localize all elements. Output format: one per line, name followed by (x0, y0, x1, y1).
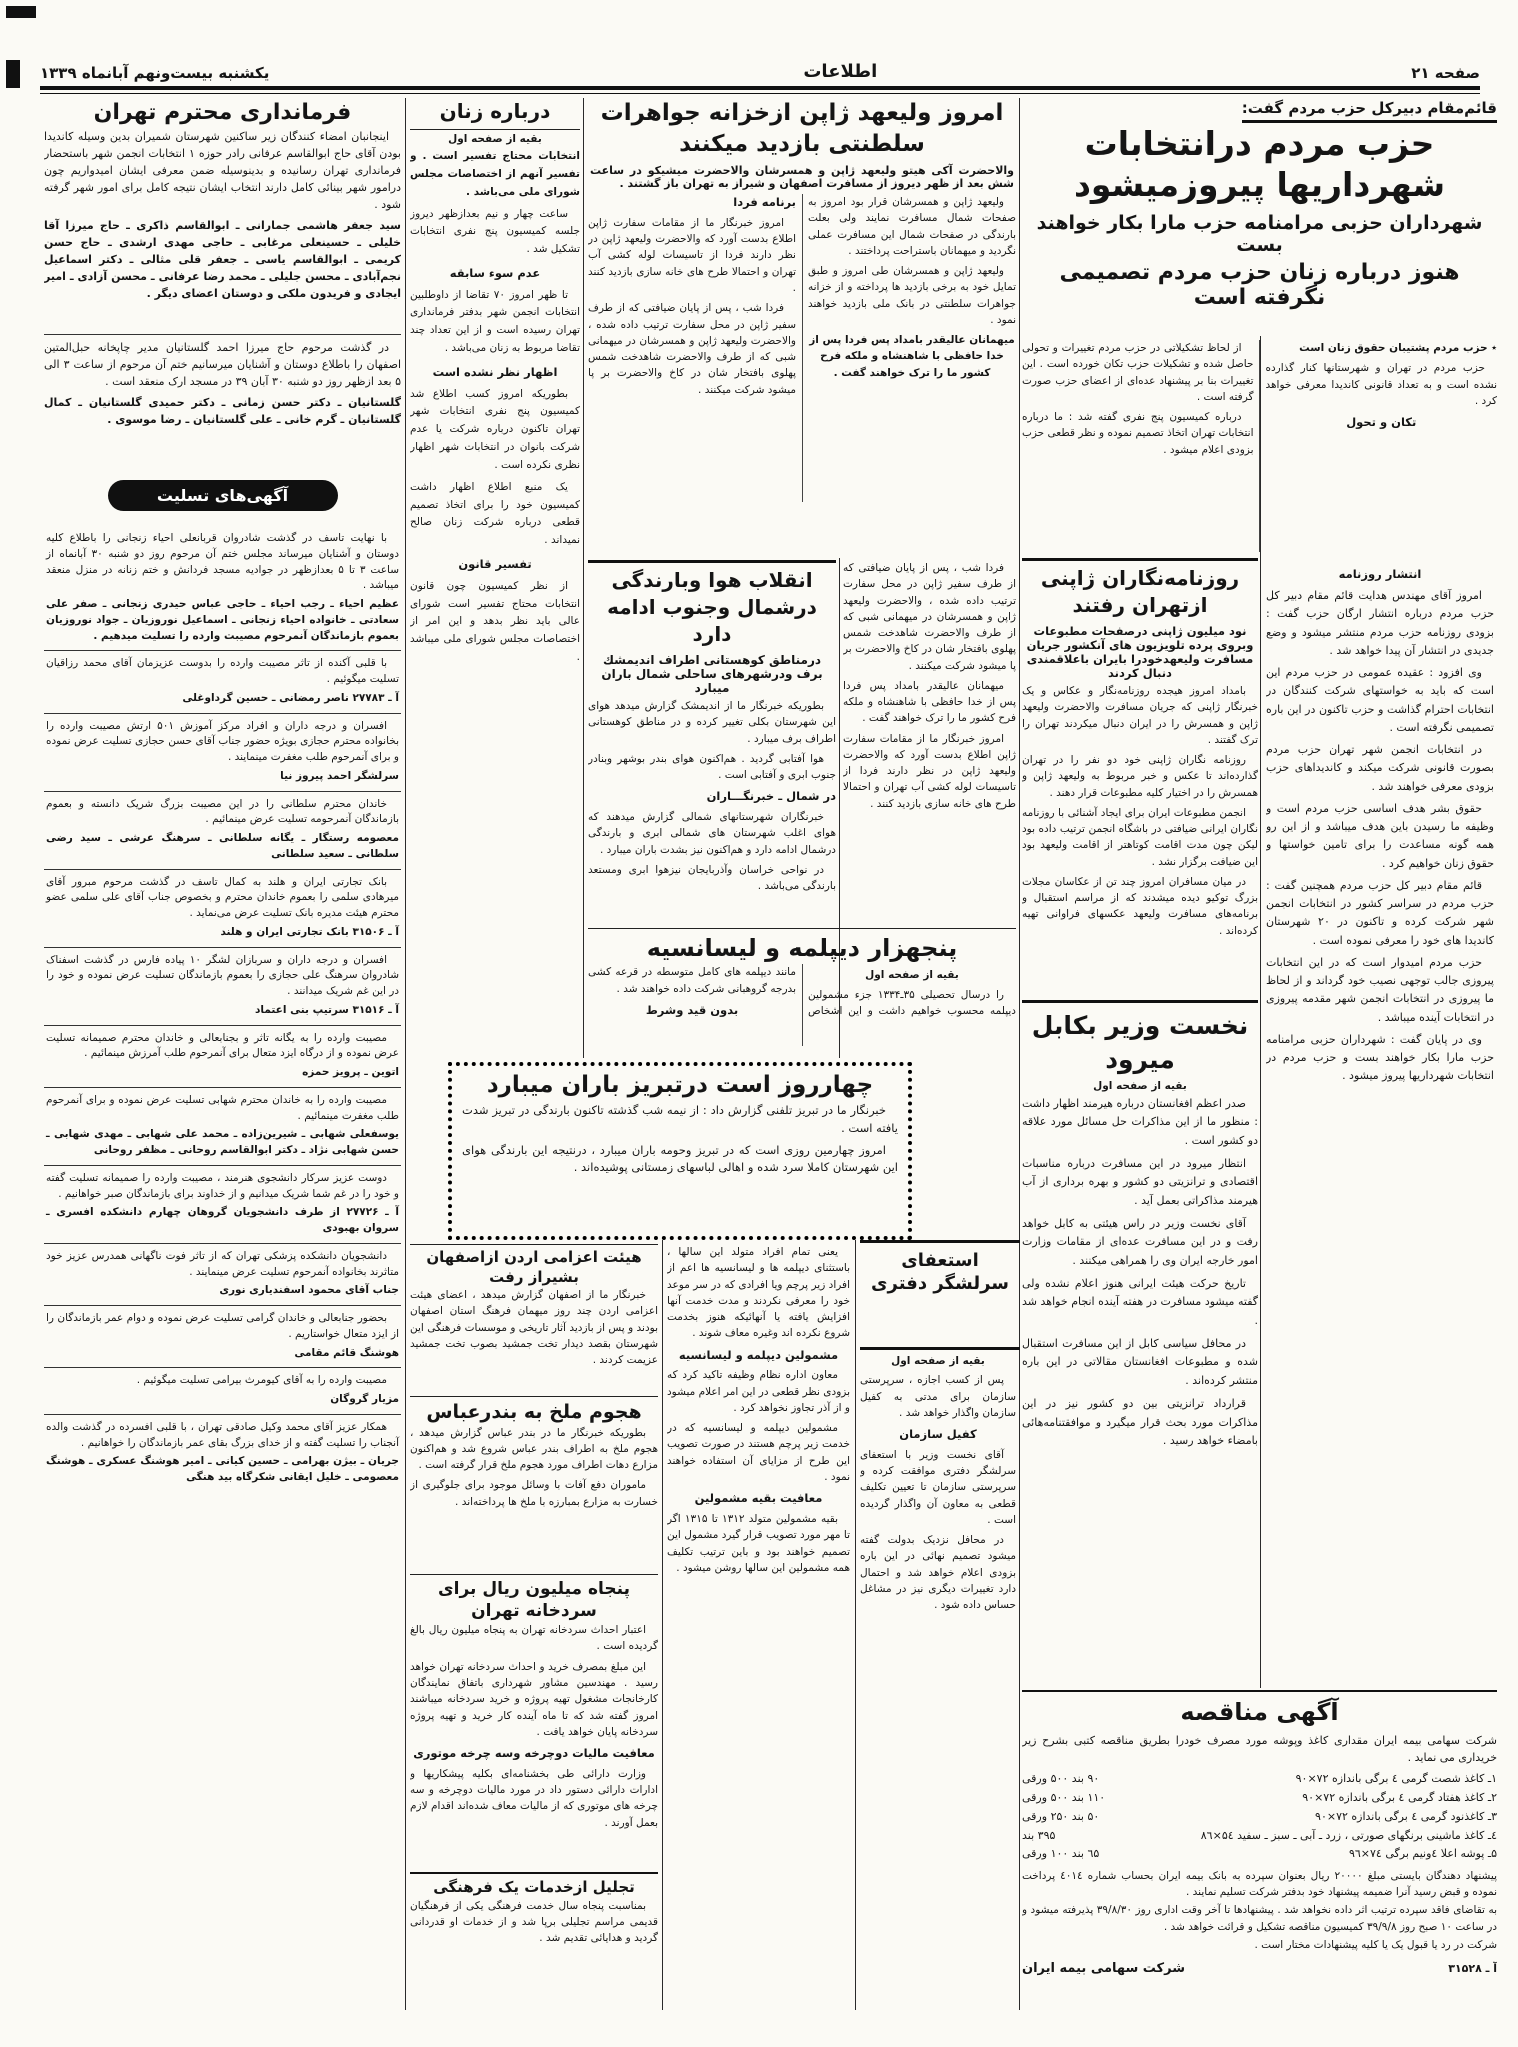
column-divider (1019, 98, 1020, 2010)
journalists-paragraph: بامداد امروز هیجده روزنامه‌نگار و عکاس و یک خبرنگار ژاپنی که جریان مسافرت والاحضرت ولیعهد ژاپن و همسرش را در ایران دنبال میکردند تهران را ترک گفتند . (1022, 685, 1258, 746)
tender-ad (1022, 1690, 1497, 2016)
article-tabriz-rain (448, 1062, 912, 1240)
article-diplome (588, 928, 1016, 1060)
pm-paragraph: آقای نخست وزیر در راس هیئتی به کابل خواهد رفت و در این مسافرت عده‌ای از مقامات وزارت امور خارجه ایران وی را همراهی میکنند . (1022, 1216, 1258, 1267)
storage-paragraph: اعتبار احداث سردخانه تهران به پنجاه میلیون ریال بالغ گردیده است . (410, 1624, 658, 1653)
page-date: یکشنبه بیست‌ونهم آبانماه ۱۳۳۹ (40, 64, 270, 82)
pm-headline: نخست وزیر بکابل میرود (1031, 1011, 1249, 1074)
resignation-headline: استعفای سرلشگر دفتری (871, 1250, 1009, 1295)
tender-item (1022, 1808, 1497, 1827)
jewels-headline: امروز ولیعهد ژاپن ازخزانه جواهرات سلطنتی بازدید میکنند (600, 100, 1004, 158)
zanan-paragraph: ساعت چهار و نیم بعدازظهر دیروز جلسه کمیسیون پنج نفری انتخابات تشکیل شد . (410, 207, 580, 256)
tender-code: آ ـ ۳۱۵۲۸ (1448, 1962, 1497, 1976)
tender-terms: پیشنهاد دهندگان بایستی مبلغ ۲۰۰۰۰ ریال بعنوان سپرده به بانک بیمه ایران بحساب شماره ٤۰۱٤ پرداخت نموده و قبض رسید آنرا ضمیمه پیشنهاد خود بدفتر شرکت تسلیم نمایند . (1022, 1869, 1497, 1899)
column-divider (855, 1240, 856, 2010)
condolence-names: از طرف دانشجویان گروهان چهارم دانشکده افسری ـ سروان بهبودی (46, 1206, 399, 1234)
article-jewels-visit (588, 98, 1016, 554)
jewels-center-line: میهمانان عالیقدر بامداد پس فردا پس از خدا حافظی با شاهنشاه و ملکه فرح کشور ما را ترک خواهند گفت . (809, 334, 1015, 379)
condolence-names: ناصر رمضانی ـ حسین گرداوغلی (182, 691, 349, 704)
weather-paragraph: بطوریکه خبرنگار ما از اندیمشک گزارش میدهد هوای این شهرستان بکلی تغییر کرده و در مناطق کوهستانی اطراف برف میبارد . (588, 700, 836, 745)
journalists-paragraph: در میان مسافران امروز چند تن از عکاسان مجلات بزرگ توکیو دیده میشدند که از مراسم استقبال و برنامه‌های مسافرت ولیعهد عکسهای فراوانی تهیه کرده‌اند . (1022, 875, 1258, 937)
lead-paragraph: قائم مقام دبیر کل حزب مردم همچنین گفت : حزب مردم در سراسر کشور در انتخابات انجمن شهر شرکت کرده و تاکنون در ۲۰ شهرستان کاندیدا های خود را معرفی نموده است . (1266, 878, 1494, 947)
zanan-continued-from: بقیه از صفحه اول (448, 133, 542, 145)
tabriz-paragraph: خبرنگار ما در تبریز تلفنی گزارش داد : از نیمه شب گذشته تاکنون بارندگی در تبریز شدت یافته است . (462, 1103, 898, 1135)
article-locusts (410, 1396, 658, 1574)
obituary-names: گلستانیان ـ دکتر حسن زمانی ـ دکتر حمیدی گلستانیان ـ کمال گلستانیان ـ گرم خانی ـ علی گلستانیان ـ رضا موسوی . (44, 396, 401, 427)
lead-paragraph: در انتخابات انجمن شهر تهران حزب مردم بصورت قانونی شرکت میکند و کاندیداهای حزب بزودی معرفی خواهند شد . (1266, 743, 1494, 793)
weather-paragraph: در نواحی خراسان وآذربایجان نیزهوا ابری ومستعد بارندگی می‌باشد . (588, 863, 836, 893)
weather-headline: انقلاب هوا وبارندگی درشمال وجنوب ادامه دارد (607, 568, 817, 646)
weather-subhead: در شمال ـ خبرنگـــاران (706, 789, 836, 804)
tajlil-headline: تجلیل ازخدمات یک فرهنگی (433, 1878, 635, 1896)
condolence-text: افسران و درجه داران و سربازان لشگر ۱۰ پیاده فارس در گذشت اسفناک شادروان سرهنگ علی حجازی را بعموم بازماندگان تسلیت عرض نموده و خود را در این غم شریک میدانند . (46, 953, 399, 997)
article-farmandari (44, 98, 401, 330)
condolence-text: بحضور جنابعالی و خاندان گرامی تسلیت عرض نموده و دوام عمر بازماندگان را از ایزد متعال خواستاریم . (46, 1312, 399, 1340)
article-resignation (860, 1240, 1020, 1350)
article-lead-story (1022, 98, 1497, 334)
condolence-names: عظیم احیاء ـ رجب احیاء ـ حاجی عباس حیدری زنجانی ـ صفر علی سعادتی ـ خانواده احیاء زنجانی ـ اسماعیل نوروزیان ـ جواد نوروزیان بعموم بازماندگان آنمرحوم مصیبت وارده را تسلیت میدهیم . (46, 598, 399, 642)
column-divider (583, 98, 584, 1058)
condolence-text: افسران و درجه داران و افراد مرکز آموزش ۵۰۱ ارتش مصیبت وارده را بخانواده محترم حجازی بویژه حضور جناب آقای حسن حجازی تسلیت عرض نموده و برای آنمرحوم طلب مغفرت مینمایند . (46, 719, 399, 763)
condolence-text: مصیبت وارده را به خاندان محترم شهابی تسلیت عرض نموده و برای آنمرحوم طلب مغفرت مینمائیم . (46, 1093, 399, 1122)
lead-paragraph: حزب مردم در تهران و شهرستانها کنار گذارده نشده است و به تعداد قانونی کاندیدا معرفی خواهد کرد . (1265, 362, 1497, 407)
lead-paragraph: وی در پایان گفت : شهرداران حزبی مرامنامه حزب مارا بکار خواهند بست و حزب مردم در انتخابات شهرداریها پیروز میشود . (1266, 1032, 1494, 1083)
condolence-text: دانشجویان دانشکده پزشکی تهران که از تاثر فوت ناگهانی همدرس عزیز خود متاثرند بخانواده آنمرحوم تسلیت عرض مینمایند . (46, 1249, 399, 1278)
header-rule (40, 86, 1480, 90)
resignation-paragraph: آقای نخست وزیر با استعفای سرلشگر دفتری موافقت کرده و سرپرستی سازمان تا تعیین تکلیف قطعی به معاون آن واگذار گردیده است . (860, 1448, 1016, 1526)
jewels-paragraph: میهمانان عالیقدر بامداد پس فردا پس از خدا حافظی با شاهنشاه و ملکه فرح کشور ما را ترک خواهند گفت . (843, 679, 1016, 725)
lead-paragraph: درباره کمیسیون پنج نفری گفته شد : ما درباره انتخابات تهران اتخاذ تصمیم نموده و نظر قطعی حزب بزودی اعلام میشود . (1022, 411, 1254, 456)
scan-artifact (6, 6, 36, 18)
header-rule-thin (40, 93, 1480, 94)
midcol-paragraph: معاون اداره نظام وظیفه تاکید کرد که بزودی نظر قطعی در این امر اعلام میشود و از آذر تجاوز نخواهد کرد . (667, 1369, 850, 1414)
midcol-subhead: مشمولین دیپلمه و لیسانسیه (678, 1347, 839, 1362)
column-divider (662, 1240, 663, 2010)
tender-item-qty: ۹۰ بند ۵۰۰ ورقی (1022, 1772, 1100, 1786)
journalists-headline: روزنامه‌نگاران ژاپنی ازتهران رفتند (1040, 566, 1240, 617)
lead-paragraph: وی افزود : عقیده عمومی در حزب مردم این است که باید به خواستهای شرکت کنندگان در انتخابات احترام گذاشت و حزب تاکنون در این باره تصمیمی نگرفته است . (1266, 666, 1494, 734)
lead-kicker: قائم‌مقام دبیرکل حزب مردم گفت: (1242, 99, 1497, 123)
zanan-bold: انتخابات محتاج تفسیر است . و تفسیر آنهم از اختصاصات مجلس شورای ملی می‌باشد . (410, 150, 580, 198)
zanan-paragraph: تا ظهر امروز ۷۰ تقاضا از داوطلبین انتخابات انجمن شهر بدفتر فرمانداری تهران رسیده است و از این تعداد چند تقاضا مربوط به زنان می‌باشد . (410, 288, 580, 355)
condolence-text: با قلبی آکنده از تاثر مصیبت وارده را بدوست عزیزمان آقای محمد رزاقیان تسلیت میگوئیم . (46, 657, 399, 685)
condolence-text: با نهایت تاسف در گذشت شادروان قربانعلی احیاء زنجانی را باطلاع کلیه دوستان و آشنایان میرساند مجلس ختم آن مرحوم روز دو شنبه ۳۰ آبانماه از ساعت ۳ تا ۵ بعدازظهر در جوادیه مسجد فردانش و ختم زنانه در منزل منعقد میباشد . (46, 532, 399, 592)
midcol-paragraph: بقیه مشمولین متولد ۱۳۱۲ تا ۱۳۱۵ اگر تا مهر مورد تصویب قرار گیرد مشمول این تصمیم خواهند بود و باین ترتیب تکلیف همه مشمولین این سالها روشن میشود . (667, 1513, 850, 1574)
condolence-item (44, 526, 401, 650)
tabriz-paragraph: امروز چهارمین روزی است که در تبریز وحومه باران میبارد ، درنتیجه این بارندگی هوای این شهرستان کاملا سرد شده و اهالی لباسهای زمستانی پوشیده‌اند . (462, 1142, 898, 1175)
tender-item-desc: ۵ـ پوشه اعلا ٤ونیم برگی ۷٤×۹٦ (1348, 1847, 1497, 1861)
pm-paragraph: تاریخ حرکت هیئت ایرانی هنوز اعلام نشده ولی گفته میشود مسافرت در هفته آینده انجام خواهد شد . (1022, 1276, 1258, 1328)
condolence-names: جریان ـ بیژن بهرامی ـ حسین کیانی ـ امیر هوشنگ عسکری ـ هوشنگ معصومی ـ خلیل ایقانی شکرگاه بید هنگی (46, 1455, 399, 1483)
storage-paragraph: این مبلغ بمصرف خرید و احداث سردخانه تهران خواهد رسید . مهندسین مشاور شهرداری باتفاق نمایندگان کارخانجات مشغول تهیه پروژه و خرید سردخانه میباشند امروز گفته شد که تا ماه آینده کار خرید و تهیه پروژه سردخانه پایان خواهد یافت . (410, 1660, 658, 1738)
article-cold-storage (410, 1574, 658, 1872)
page-header (40, 52, 1480, 82)
condolence-names: هوشنگ قائم مقامی (294, 1346, 399, 1359)
journalists-paragraph: روزنامه نگاران ژاپنی خود دو نفر را در تهران گذارده‌اند تا عکس و خبر مربوط به ولیعهد ژاپن و همسرش را در اختیار کلیه مطبوعات قرار دهند . (1022, 754, 1258, 799)
condolence-names: اتوین ـ پرویز حمزه (302, 1066, 399, 1078)
tender-item-qty: ۳۹۵ بند (1022, 1828, 1056, 1842)
farmandari-paragraph: اینجانبان امضاء کنندگان زیر ساکنین شهرستان شمیران بدین وسیله کاندیدا بودن آقای حاج ابوالقاسم عرفانی رادر حوزه ۱ انتخابات انجمن شهر باستحضار فرمانداری تهران رسانیده و بدینوسیله ضمن معرفی ایشان امیدواریم چون درامور شهر بینائی کامل دارند انتخاب ایشان نتیجه کامل برای امور شهر گرفته شود . (44, 129, 401, 211)
resignation-text (860, 1350, 1016, 2008)
lead-subhead: انتشار روزنامه (1338, 567, 1422, 581)
farmandari-headline: فرمانداری محترم تهران (93, 100, 352, 125)
column-divider (405, 98, 406, 2010)
lead-deck1: شهرداران حزبی مرامنامه حزب مارا بکار خواهند بست (1036, 211, 1483, 256)
zanan-paragraph: بطوریکه امروز کسب اطلاع شد کمیسیون پنج نفری انتخابات شهر تهران تاکنون درباره شرکت یا عدم شرکت بانوان در انتخابات شهر اظهار نظری نکرده است . (410, 387, 580, 471)
pm-paragraph: صدر اعظم افغانستان درباره هیرمند اظهار داشت : منظور ما از این مذاکرات حل مسائل مورد علاقه دو کشور است . (1022, 1096, 1258, 1147)
tender-item-desc: ۳ـ کاغذنود گرمی ٤ برگی باندازه ۷۲×۹۰ (1315, 1809, 1497, 1823)
diplome-continuation-column (667, 1244, 850, 2008)
lead-headline: حزب مردم درانتخابات شهرداریها پیروزمیشود (1073, 124, 1446, 205)
condolences-section (44, 480, 401, 520)
condolence-item (44, 869, 401, 947)
condolence-names: معصومه رستگار ـ یگانه سلطانی ـ سرهنگ عرشی ـ سید رضی سلطانی ـ سعید سلطانی (46, 832, 399, 860)
article-jordan-mission (410, 1244, 658, 1396)
tender-item-desc: ۲ـ کاغذ هفتاد گرمی ٤ برگی باندازه ۷۲×۹۰ (1302, 1791, 1497, 1805)
condolence-names: یوسفعلی شهابی ـ شیرین‌زاده ـ محمد علی شهابی ـ مهدی شهابی ـ حسن شهابی نژاد ـ دکتر ابوالقاسم روحانی ـ مظفر روحانی (46, 1128, 399, 1156)
locusts-headline: هجوم ملخ به بندرعباس (426, 1401, 642, 1423)
tender-terms: شرکت در رد یا قبول یک یا کلیه پیشنهادات مختار است . (1254, 1938, 1497, 1951)
jewels-continuation-column (843, 560, 1016, 922)
midcol-paragraph: یعنی تمام افراد متولد این سالها ، باستثنای دیپلمه ها و لیسانسیه ها اعم از افراد زیر پرچم ویا افرادی که در سر موعد خود را معرفی نکردند و مدت خدمت آنها افزایش یافته یا آنهائیکه هنوز بخدمت شروع نکرده اند وغیره معاف شوند . (667, 1246, 850, 1340)
condolence-text: مصیبت وارده را به آقای کیومرث بیرامی تسلیت میگوئیم . (136, 1374, 387, 1387)
storage-subhead: معافیت مالیات دوچرخه وسه چرخه موتوری (413, 1746, 655, 1761)
condolence-item (44, 1414, 401, 1492)
jewels-paragraph: امروز خبرنگار ما از مقامات سفارت ژاپن اطلاع بدست آورد که والاحضرت ولیعهد ژاپن در نظر دارند فردا از تاسیسات لوله کشی آب تهران و احتمالا طرح های خانه سازی بازدید کنند . (843, 732, 1016, 810)
jewels-paragraph: ولیعهد ژاپن و همسرشان طی امروز و طبق تمایل خود به برخی بازدید ها پرداخته و از خزانه جواهرات سلطنتی در بانک ملی بازدید خواهند نمود . (808, 265, 1016, 326)
locusts-paragraph: ماموران دفع آفات با وسائل موجود برای جلوگیری از خسارت به مزارع بمبارزه با ملخ ها پرداخته‌اند . (410, 1479, 658, 1508)
lead-paragraph: امروز آقای مهندس هدایت قائم مقام دبیر کل حزب مردم درباره انتشار ارگان حزب گفت : بزودی روزنامه حزب مردم منتشر میشود و وضع جدیدی در انتشار آن پیدا خواهد شد . (1266, 589, 1494, 657)
condolence-text: دوست عزیز سرکار دانشجوی هنرمند ، مصیبت وارده را صمیمانه تسلیت گفته و خود را در غم شما شریک میدانیم و از خداوند برای بازماندگان صبر خواهانیم . (46, 1171, 399, 1200)
tender-item-qty: ٦۵ بند ۱۰۰ ورقی (1022, 1847, 1100, 1861)
jewels-subhead: برنامه فردا (733, 195, 796, 210)
tender-company: شرکت سهامی بیمه ایران (1022, 1961, 1185, 1977)
jewels-paragraph: ولیعهد ژاپن و همسرشان قرار بود امروز به صفحات شمال مسافرت نمایند ولی بعلت بارندگی در صفحات شمال این مسافرت عملی نگردید و میهمانان باستراحت پرداختند . (808, 196, 1016, 257)
condolence-item (44, 1305, 401, 1367)
jewels-paragraph: فردا شب ، پس از پایان ضیافتی که از طرف سفیر ژاپن در محل سفارت ترتیب داده شده ، والاحضرت ولیعهد ژاپن و همسرشان در میهمانی شبی که از طرف والاحضرت شاهدخت شمس پهلوی بافتخار شان در کاخ والاحضرت بر پا میشود شرکت میکنند . (588, 302, 796, 396)
tajlil-paragraph: بمناسبت پنجاه سال خدمت فرهنگی یکی از فرهنگیان قدیمی مراسم تجلیلی برپا شد و از خدمات او قدردانی گردید و هدایائی تقدیم شد . (410, 1899, 658, 1945)
midcol-paragraph: مشمولین دیپلمه و لیسانسیه که در خدمت زیر پرچم هستند در صورت تصویب این طرح از مزایای آن استفاده خواهند نمود . (667, 1422, 850, 1483)
pm-continued-from: بقیه از صفحه اول (1093, 1079, 1187, 1092)
condolence-code: آ ـ ۲۷۷۸۳ (352, 691, 399, 704)
tender-item (1022, 1845, 1497, 1864)
lead-paragraph: از لحاظ تشکیلاتی در حزب مردم تغییرات و تحولی حاصل شده و تشکیلات حزب تکان خورده است . این تغییرات بنا بر پیشنهاد عده‌ای از اعضای حزب صورت گرفته است . (1022, 342, 1254, 403)
lead-bold-line: ٭ حزب مردم پشتیبان حقوق زنان است (1299, 342, 1497, 354)
resignation-paragraph: در محافل نزدیک بدولت گفته میشود تصمیم نهائی در این باره بزودی اعلام خواهد شد و احتمال دارد تغییرات دیگری نیز در مشاغل حساس داده شود . (860, 1534, 1016, 1612)
lead-paragraph: حقوق بشر هدف اساسی حزب مردم است و وظیفه ما رسیدن باین هدف میباشد و از این رو همه گونه مساعدت را برای تامین خواستها و حقوق زنان خواهیم کرد . (1266, 801, 1494, 870)
weather-paragraph: هوا آفتابی گردید . هم‌اکنون هوای بندر بوشهر وبنادر جنوب ابری و آفتابی است . (588, 752, 836, 782)
article-japanese-journalists (1022, 558, 1258, 1003)
condolence-item (44, 947, 401, 1025)
condolence-text: بانک تجارتی ایران و هلند به کمال تاسف در گذشت مرحوم مبرور آقای میرهادی سلمی را بعموم خاندان محترم و بخصوص جناب آقای علی سلمی عضو محترم هیئت مدیره بانک تسلیت عرض می‌نماید . (46, 875, 399, 919)
condolence-names: مزیار گروگان (330, 1393, 399, 1405)
tender-heading: آگهی مناقصه (1180, 1698, 1339, 1726)
journalists-paragraph: انجمن مطبوعات ایران برای ایجاد آشنائی با روزنامه نگاران ایرانی ضیافتی در باشگاه انجمن ترتیب داده بود لیکن چون مدت اقامت کوتاهتر از اقامت ولیعهد بود این ضیافت برگزار نشد . (1022, 806, 1258, 868)
locusts-paragraph: بطوریکه خبرنگار ما در بندر عباس گزارش میدهد ، هجوم ملخ به اطراف بندر عباس شروع شد و هم‌اکنون مزارع دهات اطراف مورد هجوم ملخ قرار گرفته است . (410, 1426, 658, 1472)
condolence-text: مصیبت وارده را به یگانه تاثر و بجنابعالی و خاندان محترم صمیمانه تسلیت عرض نموده و از درگاه ایزد متعال برای آنمرحوم طلب آمرزش مینمائیم . (46, 1031, 399, 1060)
midcol-subhead: معافیت بقیه مشمولین (694, 1491, 823, 1506)
resignation-continued-from: بقیه از صفحه اول (891, 1355, 985, 1367)
zanan-subhead: اظهار نظر نشده است (432, 364, 558, 379)
condolence-item (44, 1243, 401, 1305)
farmandari-signatories: سید جعفر هاشمی جمارانی ـ ابوالقاسم ذاکری ـ حاج میرزا آقا خلیلی ـ حسینعلی مرغابی ـ حاجی مهدی ارشدی ـ حاج حسن کریمی ـ ابوالقاسم یاسی ـ جعفر قلی مثالی ـ دکتر اسماعیل نجم‌آبادی ـ محسن جلیلی ـ محمد رضا عرفانی ـ محسن آزادی ـ امیر ایجادی و فریدون ملکی و دوستان اعضای دیگر . (44, 218, 401, 301)
diplome-paragraph: را درسال تحصیلی ۳۵ـ۱۳۳۴ جزء مشمولین دیپلمه محسوب خواهیم داشت و این اشخاص مانند دیپلمه های کامل متوسطه در قرعه کشی بدرجه گروهبانی شرکت داده خواهند شد . (588, 966, 1016, 1017)
pm-paragraph: انتظار میرود در این مسافرت درباره مناسبات اقتصادی و ترانزیتی دو کشور و بهره برداری از آب هیرمند مذاکراتی بعمل آید . (1022, 1156, 1258, 1207)
jordan-paragraph: خبرنگار ما از اصفهان گزارش میدهد ، اعضای هیئت اعزامی اردن چند روز میهمان فرهنگ استان اصفهان بودند و پس از بازدید آثار تاریخی و موسسات فرهنگی این شهرستان بقصد دیدار تخت جمشید بصوب تخت جمشید عزیمت کردند . (410, 1289, 658, 1367)
condolence-item (44, 791, 401, 869)
pm-paragraph: در محافل سیاسی کابل از این مسافرت استقبال شده و مطبوعات افغانستان مقالاتی در این باره منتشر کرده‌اند . (1022, 1336, 1258, 1388)
lead-subhead: تکان و تحول (1346, 415, 1417, 430)
page-number: صفحه ۲۱ (1411, 64, 1480, 82)
lead-deck2: هنوز درباره زنان حزب مردم تصمیمی نگرفته است (1059, 259, 1460, 310)
condolence-item (44, 1165, 401, 1243)
condolence-text: همکار عزیز آقای محمد وکیل صادقی تهران ، با قلبی افسرده در گذشت والده آنجناب را تسلیت گفته و از خدای بزرگ بقای عمر بازماندگان را خواهانیم . (46, 1420, 399, 1449)
condolence-item (44, 650, 401, 712)
article-pm-kabul (1022, 1000, 1258, 1695)
jewels-paragraph: امروز خبرنگار ما از مقامات سفارت ژاپن اطلاع بدست آورد که والاحضرت ولیعهد ژاپن در نظر دارند فردا از تاسیسات لوله کشی آب تهران و احتمالا طرح های خانه سازی بازدید کنند . (588, 216, 796, 294)
condolence-item (44, 713, 401, 791)
diplome-subhead: بدون قید وشرط (645, 1002, 739, 1017)
article-tajlil (410, 1872, 658, 2014)
condolence-names: بانک تجارتی ایران و هلند (220, 925, 349, 938)
tender-item-desc: ۱ـ کاغذ شصت گرمی ٤ برگی باندازه ۷۲×۹۰ (1295, 1772, 1497, 1786)
masthead: اطلاعات (803, 61, 878, 82)
storage-paragraph: وزارت دارائی طی بخشنامه‌ای بکلیه پیشکاریها و ادارات دارائی دستور داد در مورد مالیات دوچرخه و سه چرخه های موتوری که از مالیات معاف شده‌اند اقدام لازم بعمل آورند . (410, 1767, 658, 1829)
lead-story-text (1022, 340, 1497, 552)
weather-paragraph: خبرنگاران شهرستانهای شمالی گزارش میدهند که هوای اغلب شهرستان های شمالی ابری و بارندگی درشمال ادامه دارد و هم‌اکنون نیز بشدت باران میبارد . (588, 811, 836, 856)
tender-item (1022, 1789, 1497, 1808)
condolence-text: خاندان محترم سلطانی را در این مصیبت بزرگ شریک دانسته و بعموم بازماندگان آنمرحومه تسلیت عرض مینمائیم . (46, 797, 399, 826)
tabriz-headline: چهارروز است درتبریز باران میبارد (486, 1072, 874, 1098)
condolence-item (44, 1367, 401, 1414)
zanan-subhead: عدم سوء سابقه (449, 266, 541, 281)
journalists-deck: نود میلیون ژاپنی درصفحات مطبوعات وبروی پرده تلویزیون های آنکشور جریان مسافرت ولیعهدخودرا بایران باعلاقمندی دنبال کردند (1026, 624, 1254, 680)
jewels-paragraph: فردا شب ، پس از پایان ضیافتی که از طرف سفیر ژاپن در محل سفارت ترتیب داده شده ، والاحضرت ولیعهد ژاپن و همسرشان در میهمانی شبی که از طرف والاحضرت شاهدخت شمس پهلوی بافتخار شان در کاخ والاحضرت بر پا میشود شرکت میکنند . (843, 562, 1016, 672)
condolences-list (44, 526, 401, 2008)
tender-item-desc: ٤ـ کاغذ ماشینی برنگهای صورتی ، زرد ـ آبی ـ سبز ـ سفید ۵٤×۸٦ (1200, 1828, 1497, 1842)
jewels-lead: والاحضرت آکی هیتو ولیعهد ژاپن و همسرشان والاحضرت میشیکو در ساعت شش بعد از ظهر دیروز از مسافرت اصفهان و شیراز به تهران باز گشتند . (590, 164, 1014, 191)
zanan-paragraph: یک منبع اطلاع اظهار داشت کمیسیون خود را برای اتخاذ تصمیم قطعی درباره شرکت زنان صالح نمیداند . (410, 480, 580, 547)
jordan-headline: هیئت اعزامی اردن ازاصفهان بشیراز رفت (426, 1248, 642, 1286)
tender-item-qty: ۵۰ بند ۲۵۰ ورقی (1022, 1809, 1100, 1823)
zanan-headline: درباره زنان (410, 98, 580, 130)
diplome-headline: پنجهزار دیپلمه و لیسانسیه (646, 934, 958, 962)
storage-headline: پنجاه میلیون ریال برای سردخانه تهران (438, 1579, 630, 1622)
zanan-subhead: تفسیر قانون (458, 557, 532, 572)
condolence-item (44, 1087, 401, 1165)
zanan-paragraph: از نظر کمیسیون چون قانون انتخابات محتاج تفسیر است شورای عالی باید نظر بدهد و این امر از اختصاصات مجلس شورای ملی میباشد . (410, 579, 580, 664)
tender-item (1022, 1770, 1497, 1789)
article-zanan (410, 98, 580, 1056)
condolence-names: سرتیپ بنی اعتماد (255, 1003, 349, 1016)
condolence-code: آ ـ ۳۱۵۱۶ (352, 1003, 399, 1016)
tender-terms: به تقاضای فاقد سپرده ترتیب اثر داده نخواهد شد . پیشنهادها تا آخر وقت اداری روز ۳۹/۸/۳۰ پذیرفته میشود و در ساعت ۱۰ صبح روز ۳۹/۹/۸ کمیسیون مناقصه تشکیل و قرائت خواهد شد . (1022, 1904, 1497, 1933)
diplome-continued-from: بقیه از صفحه اول (865, 969, 959, 982)
condolence-names: جناب آقای محمود اسفندیاری نوری (219, 1284, 399, 1297)
tender-item (1022, 1827, 1497, 1846)
pm-paragraph: قرارداد ترانزیتی بین دو کشور نیز در این مذاکرات مورد بحث قرار میگیرد و موافقتنامه‌هائی بامضاء خواهد رسید . (1022, 1396, 1258, 1448)
tender-intro: شرکت سهامی بیمه ایران مقداری کاغذ وپوشه مورد مصرف خودرا بطریق مناقصه کتبی بشرح زیر خریداری می نماید . (1022, 1734, 1497, 1765)
scan-artifact (6, 60, 20, 88)
resignation-subhead: کفیل سازمان (899, 1427, 977, 1442)
tender-item-qty: ۱۱۰ بند ۵۰۰ ورقی (1022, 1791, 1106, 1805)
condolence-code: آ ـ ۳۱۵۰۶ (352, 925, 399, 938)
condolence-code: آ ـ ۲۷۷۲۶ (346, 1206, 400, 1219)
lead-story-column (1266, 560, 1494, 1684)
obituary-golestanian (44, 334, 401, 481)
weather-deck: درمناطق کوهستانی اطراف اندیمشك برف ودرشهرهای ساحلی شمال باران میبارد (601, 653, 823, 695)
lead-paragraph: حزب مردم امیدوار است که در این انتخابات پیروزی جالب توجهی نصیب خود گرداند و از لحاظ ما پیروزی در انتخابات انجمن شهر مقدمه پیروزی در انتخابات آینده میباشد . (1266, 955, 1494, 1024)
condolence-names: سرلشگر احمد پیروز نیا (280, 769, 399, 782)
obituary-text: در گذشت مرحوم حاج میرزا احمد گلستانیان مدیر چاپخانه حبل‌المتین اصفهان را باطلاع دوستان و آشنایان میرسانیم ختم آن مرحوم از ساعت ۳ الی ۵ بعد ازظهر روز دو شنبه ۳۰ آبان ۳۹ در مسجد ارک منعقد است . (44, 341, 401, 389)
resignation-paragraph: پس از کسب اجازه ، سرپرستی سازمان برای مدتی به کفیل سازمان واگذار خواهد شد . (860, 1374, 1016, 1419)
condolence-item (44, 1025, 401, 1087)
condolences-header: آگهی‌های تسلیت (108, 480, 338, 511)
